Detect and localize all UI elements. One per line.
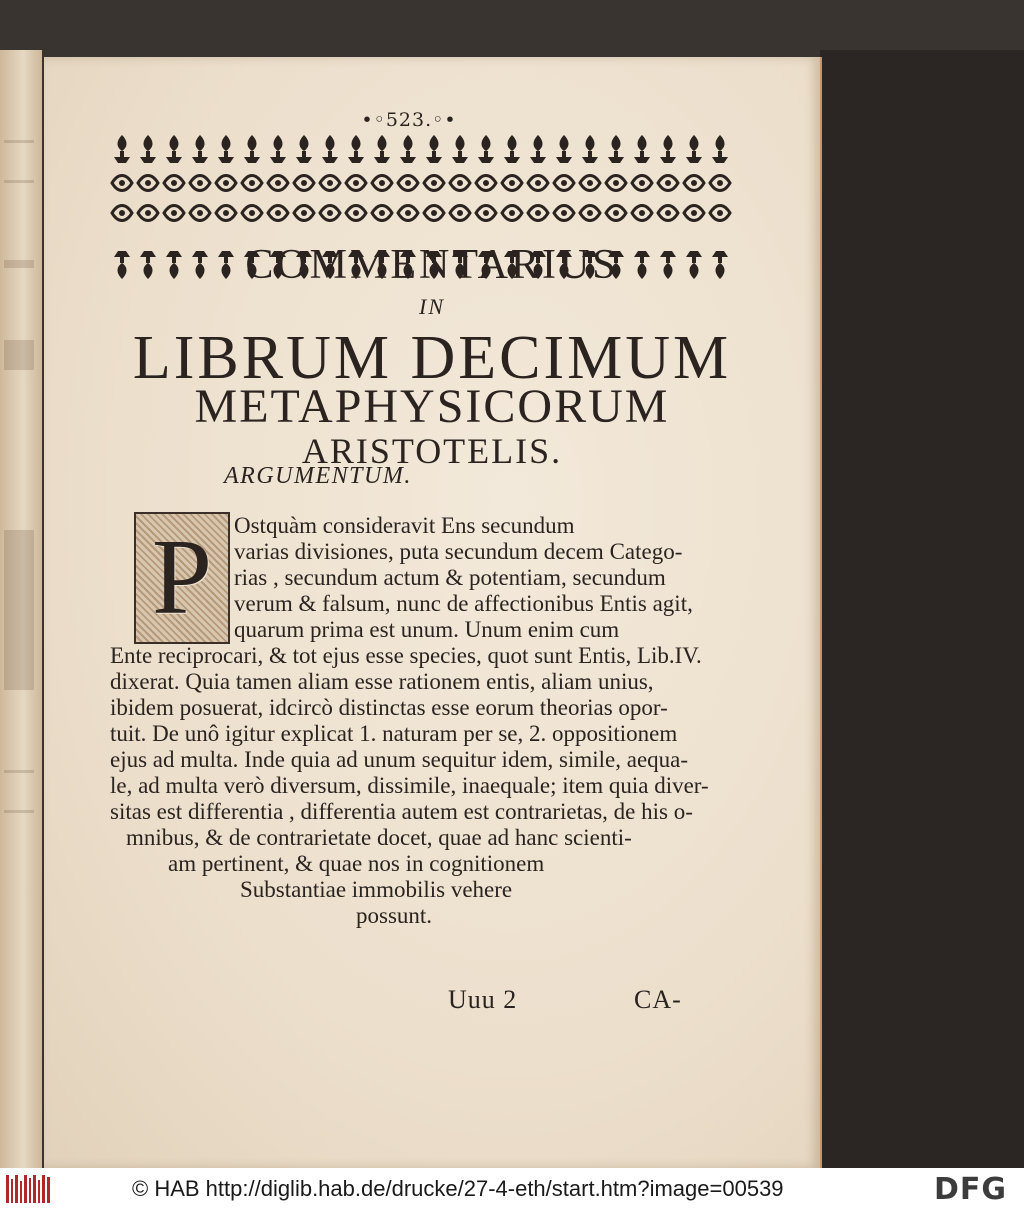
page-number-ornament-right: ◦• [432, 109, 457, 131]
body-line: ibidem posuerat, idcircò distinctas esse eorum theorias opor- [110, 695, 668, 720]
body-line: Ente reciprocari, & tot ejus esse species, quot sunt Entis, Lib.IV. [110, 643, 702, 668]
page-number-text: 523. [385, 109, 433, 131]
body-line: mnibus, & de contrarietate docet, quae ad hanc scienti- [126, 825, 632, 850]
title-in: IN [419, 294, 445, 319]
body-line: varias divisiones, puta secundum decem Catego- [234, 539, 683, 564]
body-line: rias , secundum actum & potentiam, secundum [234, 565, 666, 590]
body-line: Ostquàm consideravit Ens secundum [234, 513, 575, 538]
decorated-initial [134, 512, 230, 644]
body-line: sitas est differentia , differentia autem est contrarietas, de his o- [110, 799, 693, 824]
facing-page-edge [0, 50, 42, 1168]
body-line: verum & falsum, nunc de affectionibus Entis agit, [234, 591, 693, 616]
title-librum-decimum: LIBRUM DECIMUM [132, 324, 732, 392]
book-page [44, 57, 820, 1168]
title-commentarius: COMMENTARIUS [245, 242, 619, 288]
body-line: am pertinent, & quae nos in cognitionem [168, 851, 545, 876]
title-aristotelis: ARISTOTELIS. [301, 431, 563, 471]
section-heading: ARGUMENTUM. [224, 463, 412, 489]
catchword: CA- [634, 985, 682, 1014]
footer-bar [0, 1168, 1024, 1209]
hab-barcode-icon [6, 1175, 52, 1203]
body-line: quarum prima est unum. Unum enim cum [234, 617, 620, 642]
page-number-ornament-left: •◦ [361, 109, 386, 131]
body-line: ejus ad multa. Inde quia ad unum sequitur idem, simile, aequa- [110, 747, 689, 772]
body-line: le, ad multa verò diversum, dissimile, inaequale; item quia diver- [110, 773, 709, 798]
body-line: Substantiae immobilis vehere [240, 877, 513, 902]
title-metaphysicorum: METAPHYSICORUM [194, 380, 670, 433]
body-line: possunt. [356, 903, 433, 928]
body-line: tuit. De unô igitur explicat 1. naturam per se, 2. oppositionem [110, 721, 678, 746]
background-strip [820, 50, 1024, 1168]
decorated-initial-letter: P [151, 518, 213, 637]
dfg-logo: DFG [934, 1172, 1008, 1207]
page-number [349, 109, 469, 131]
body-line: dixerat. Quia tamen aliam esse rationem entis, aliam unius, [110, 669, 654, 694]
signature-mark: Uuu 2 [448, 985, 518, 1014]
source-credit-link[interactable]: © HAB http://diglib.hab.de/drucke/27-4-eth/start.htm?image=00539 [132, 1176, 784, 1201]
